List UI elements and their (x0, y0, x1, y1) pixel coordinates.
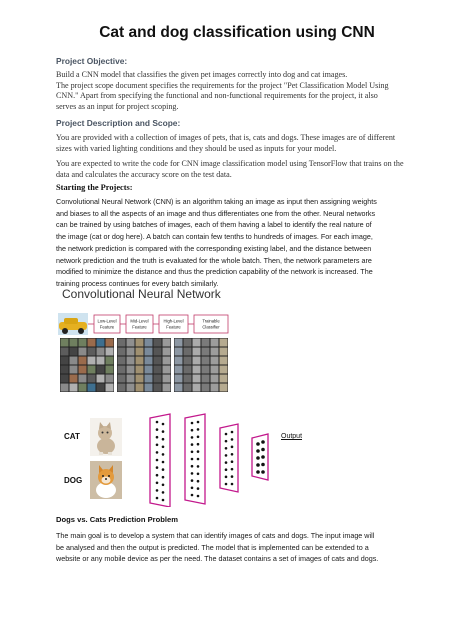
dog-label: DOG (64, 476, 83, 485)
feature-tile (79, 384, 87, 392)
feature-tile (154, 366, 162, 374)
feature-tile (118, 357, 126, 365)
feature-tile (136, 375, 144, 383)
feature-tile (175, 339, 183, 347)
neuron-node (156, 459, 159, 462)
feature-tile (220, 366, 228, 374)
network-diagram (140, 412, 280, 507)
feature-tile (118, 384, 126, 392)
feature-tile (154, 384, 162, 392)
neuron-node (231, 438, 234, 441)
objective-line: The project scope document specifies the requirements for the project "Pet Classification Model Using (56, 80, 389, 90)
neuron-node (256, 463, 260, 467)
feature-tile (106, 348, 114, 356)
neuron-node (225, 447, 228, 450)
input-layer (150, 414, 170, 507)
feature-tile (127, 375, 135, 383)
scope-heading: Project Description and Scope: (56, 118, 181, 128)
neuron-node (191, 429, 194, 432)
neuron-node (197, 428, 200, 431)
feature-tile (193, 366, 201, 374)
problem-text (56, 530, 448, 565)
feature-tile (61, 348, 69, 356)
feature-tile (220, 357, 228, 365)
starting-line: and biases to all the aspects of an image and thus differentiates one from the other. Neural networks (56, 208, 376, 218)
hidden-layer-2 (220, 424, 238, 492)
feature-tile (175, 366, 183, 374)
neuron-node (225, 454, 228, 457)
starting-line: network prediction and the truth is evaluated for the whole batch. Then, the network parameters are (56, 255, 372, 265)
feature-tile (163, 384, 171, 392)
neuron-node (156, 451, 159, 454)
neuron-node (191, 436, 194, 439)
starting-line: the image (cat or dog here). A batch can contain few tenths to hundreds of images. For each image, (56, 232, 373, 242)
neuron-node (231, 475, 234, 478)
feature-tile (88, 384, 96, 392)
neuron-node (225, 461, 228, 464)
feature-tile (184, 348, 192, 356)
feature-tile (154, 357, 162, 365)
feature-tile (193, 384, 201, 392)
feature-tile (145, 366, 153, 374)
feature-tile (163, 357, 171, 365)
neuron-node (162, 476, 165, 479)
feature-tile (175, 357, 183, 365)
feature-tile (163, 366, 171, 374)
neuron-node (191, 422, 194, 425)
neuron-node (191, 443, 194, 446)
neuron-node (256, 456, 260, 460)
feature-tile (88, 375, 96, 383)
feature-tile (106, 339, 114, 347)
neuron-node (197, 458, 200, 461)
hidden-layer-1 (185, 414, 205, 504)
feature-tile (79, 348, 87, 356)
neuron-node (156, 444, 159, 447)
neuron-node (231, 446, 234, 449)
starting-line: modified to minimize the distance and thus the prediction capability of the network is increased. The (56, 267, 373, 277)
mid-level-feature-grid (117, 338, 171, 392)
neuron-node (256, 449, 260, 453)
neuron-node (162, 453, 165, 456)
feature-tile (145, 384, 153, 392)
neuron-node (197, 480, 200, 483)
feature-tile (184, 357, 192, 365)
neuron-node (197, 421, 200, 424)
objective-heading: Project Objective: (56, 56, 128, 66)
feature-tile (127, 339, 135, 347)
neuron-node (156, 428, 159, 431)
scope-line: data and calculates the accuracy score on the test data. (56, 169, 232, 179)
neuron-node (197, 495, 200, 498)
feature-tile (88, 348, 96, 356)
output-label: Output (281, 433, 303, 440)
neuron-node (156, 436, 159, 439)
feature-tile (175, 348, 183, 356)
feature-tile (193, 357, 201, 365)
feature-tile (70, 384, 78, 392)
feature-tile (145, 348, 153, 356)
box-label: Feature (132, 324, 147, 330)
starting-text (56, 196, 446, 290)
feature-tile (136, 348, 144, 356)
feature-tile (118, 348, 126, 356)
feature-tile (163, 375, 171, 383)
feature-tile (220, 348, 228, 356)
neuron-node (156, 421, 159, 424)
box-label: Low-Level (97, 318, 117, 324)
figure-title: Convolutional Neural Network (62, 287, 221, 301)
starting-line: training process continues for every batch similarly. (56, 278, 219, 288)
neuron-node (191, 472, 194, 475)
feature-tile (184, 339, 192, 347)
feature-tile (106, 384, 114, 392)
neuron-node (191, 494, 194, 497)
box-label: High-Level (163, 318, 184, 324)
feature-tile (61, 384, 69, 392)
neuron-node (191, 451, 194, 454)
feature-tile (97, 375, 105, 383)
feature-tile (202, 357, 210, 365)
feature-tile (193, 375, 201, 383)
feature-tile (97, 384, 105, 392)
neuron-node (197, 465, 200, 468)
feature-tile (61, 357, 69, 365)
document-title: Cat and dog classification using CNN (99, 24, 375, 41)
neuron-node (231, 468, 234, 471)
problem-heading: Dogs vs. Cats Prediction Problem (56, 515, 178, 524)
objective-line: serves as an input for project scoping. (56, 101, 179, 111)
feature-tile (145, 357, 153, 365)
starting-line: the network prediction is compared with the corresponding existing label, and the distance between (56, 243, 372, 253)
feature-tile (127, 384, 135, 392)
feature-tile (136, 357, 144, 365)
scope-line: You are expected to write the code for CNN image classification model using TensorFlow that trains on the (56, 159, 404, 168)
feature-tile (193, 339, 201, 347)
neuron-node (156, 466, 159, 469)
feature-tile (193, 348, 201, 356)
objective-text (56, 70, 436, 112)
neuron-node (225, 468, 228, 471)
feature-tile (79, 357, 87, 365)
feature-tile (79, 339, 87, 347)
feature-tile (97, 357, 105, 365)
neuron-node (231, 431, 234, 434)
feature-tile (61, 339, 69, 347)
feature-tile (79, 375, 87, 383)
feature-tile (211, 357, 219, 365)
scope-line: You are provided with a collection of images of pets, that is, cats and dogs. These images are of different (56, 133, 396, 142)
neuron-node (191, 458, 194, 461)
neuron-node (231, 453, 234, 456)
neuron-node (156, 497, 159, 500)
feature-tile (202, 366, 210, 374)
feature-tile (211, 375, 219, 383)
feature-tile (175, 375, 183, 383)
feature-tile (145, 375, 153, 383)
neuron-node (197, 487, 200, 490)
feature-tile (136, 366, 144, 374)
feature-tile (202, 384, 210, 392)
feature-tile (202, 348, 210, 356)
feature-tile (97, 339, 105, 347)
feature-tile (106, 357, 114, 365)
feature-tile (70, 348, 78, 356)
feature-tile (70, 366, 78, 374)
neuron-node (261, 455, 265, 459)
scope-para2 (56, 159, 441, 180)
neuron-node (162, 430, 165, 433)
feature-tile (136, 384, 144, 392)
feature-tile (175, 384, 183, 392)
neuron-node (162, 484, 165, 487)
feature-tile (154, 339, 162, 347)
feature-tile (127, 366, 135, 374)
feature-tile (202, 375, 210, 383)
neuron-node (231, 483, 234, 486)
neuron-node (156, 474, 159, 477)
scope-para1 (56, 133, 441, 154)
starting-heading: Starting the Projects: (56, 183, 133, 192)
dog-image (90, 461, 122, 499)
scope-line: sizes with varied lighting conditions and they should be used as inputs for your model. (56, 143, 337, 153)
feature-tile (184, 366, 192, 374)
neuron-node (191, 465, 194, 468)
starting-line: Convolutional Neural Network (CNN) is an algorithm taking an image as input then assigning weights (56, 197, 377, 206)
neuron-node (162, 461, 165, 464)
neuron-node (225, 483, 228, 486)
feature-tile (127, 357, 135, 365)
box-label: Trainable (202, 318, 220, 324)
neuron-node (225, 476, 228, 479)
neuron-node (261, 448, 265, 452)
low-level-feature-grid (60, 338, 114, 392)
feature-tile (97, 348, 105, 356)
feature-tile (88, 339, 96, 347)
feature-tile (70, 375, 78, 383)
neuron-node (261, 470, 265, 474)
feature-tile (211, 348, 219, 356)
feature-tile (70, 339, 78, 347)
neuron-node (225, 440, 228, 443)
neuron-node (191, 487, 194, 490)
neuron-node (191, 479, 194, 482)
feature-tile (106, 375, 114, 383)
feature-tile (88, 366, 96, 374)
feature-tile (61, 375, 69, 383)
feature-tile (163, 348, 171, 356)
feature-tile (211, 339, 219, 347)
feature-tile (88, 357, 96, 365)
objective-line: CNN." Apart from specifying the functional and non-functional requirements for the project, it also (56, 91, 378, 101)
feature-tile (70, 357, 78, 365)
cat-label: CAT (64, 432, 80, 441)
feature-tile (220, 384, 228, 392)
neuron-node (162, 491, 165, 494)
neuron-node (156, 489, 159, 492)
neuron-node (197, 450, 200, 453)
neuron-node (162, 446, 165, 449)
neuron-node (197, 436, 200, 439)
feature-tile (220, 339, 228, 347)
problem-line: The main goal is to develop a system that can identify images of cats and dogs. The input image will (56, 531, 375, 540)
feature-tile (145, 339, 153, 347)
problem-line: website or any mobile device as per the need. The dataset contains a set of images of cats and dogs. (56, 554, 379, 564)
neuron-node (162, 438, 165, 441)
neuron-node (162, 423, 165, 426)
output-layer (252, 434, 268, 480)
neuron-node (261, 440, 265, 444)
feature-tile (154, 375, 162, 383)
box-label: Mid-Level (130, 318, 149, 324)
objective-line: Build a CNN model that classifies the given pet images correctly into dog and cat images. (56, 70, 348, 79)
feature-tile (184, 384, 192, 392)
neuron-node (225, 433, 228, 436)
neuron-node (256, 442, 260, 446)
box-label: Feature (166, 324, 181, 330)
feature-tile (211, 384, 219, 392)
neuron-node (197, 443, 200, 446)
feature-tile (211, 366, 219, 374)
feature-tile (154, 348, 162, 356)
feature-tile (163, 339, 171, 347)
neuron-node (162, 499, 165, 502)
neuron-node (197, 473, 200, 476)
feature-tile (61, 366, 69, 374)
problem-line: be analysed and then the output is predicted. The model that is implemented can be extended to a (56, 542, 369, 552)
feature-tile (220, 375, 228, 383)
feature-tile (106, 366, 114, 374)
feature-tile (202, 339, 210, 347)
cat-image (90, 418, 122, 456)
starting-line: can be trained by using batches of images, each of them having a label to identify the real nature of (56, 220, 372, 230)
box-label: Classifier (202, 324, 220, 330)
feature-tile (118, 339, 126, 347)
neuron-node (256, 470, 260, 474)
feature-pipeline-figure (56, 310, 236, 405)
car-image (58, 313, 88, 335)
feature-tile (136, 339, 144, 347)
feature-tile (184, 375, 192, 383)
neuron-node (162, 468, 165, 471)
neuron-node (156, 482, 159, 485)
feature-tile (97, 366, 105, 374)
neuron-node (231, 460, 234, 463)
box-label: Feature (99, 324, 115, 330)
feature-tile (127, 348, 135, 356)
feature-tile (118, 375, 126, 383)
feature-tile (118, 366, 126, 374)
neuron-node (261, 463, 265, 467)
high-level-feature-grid (174, 338, 228, 392)
feature-tile (79, 366, 87, 374)
